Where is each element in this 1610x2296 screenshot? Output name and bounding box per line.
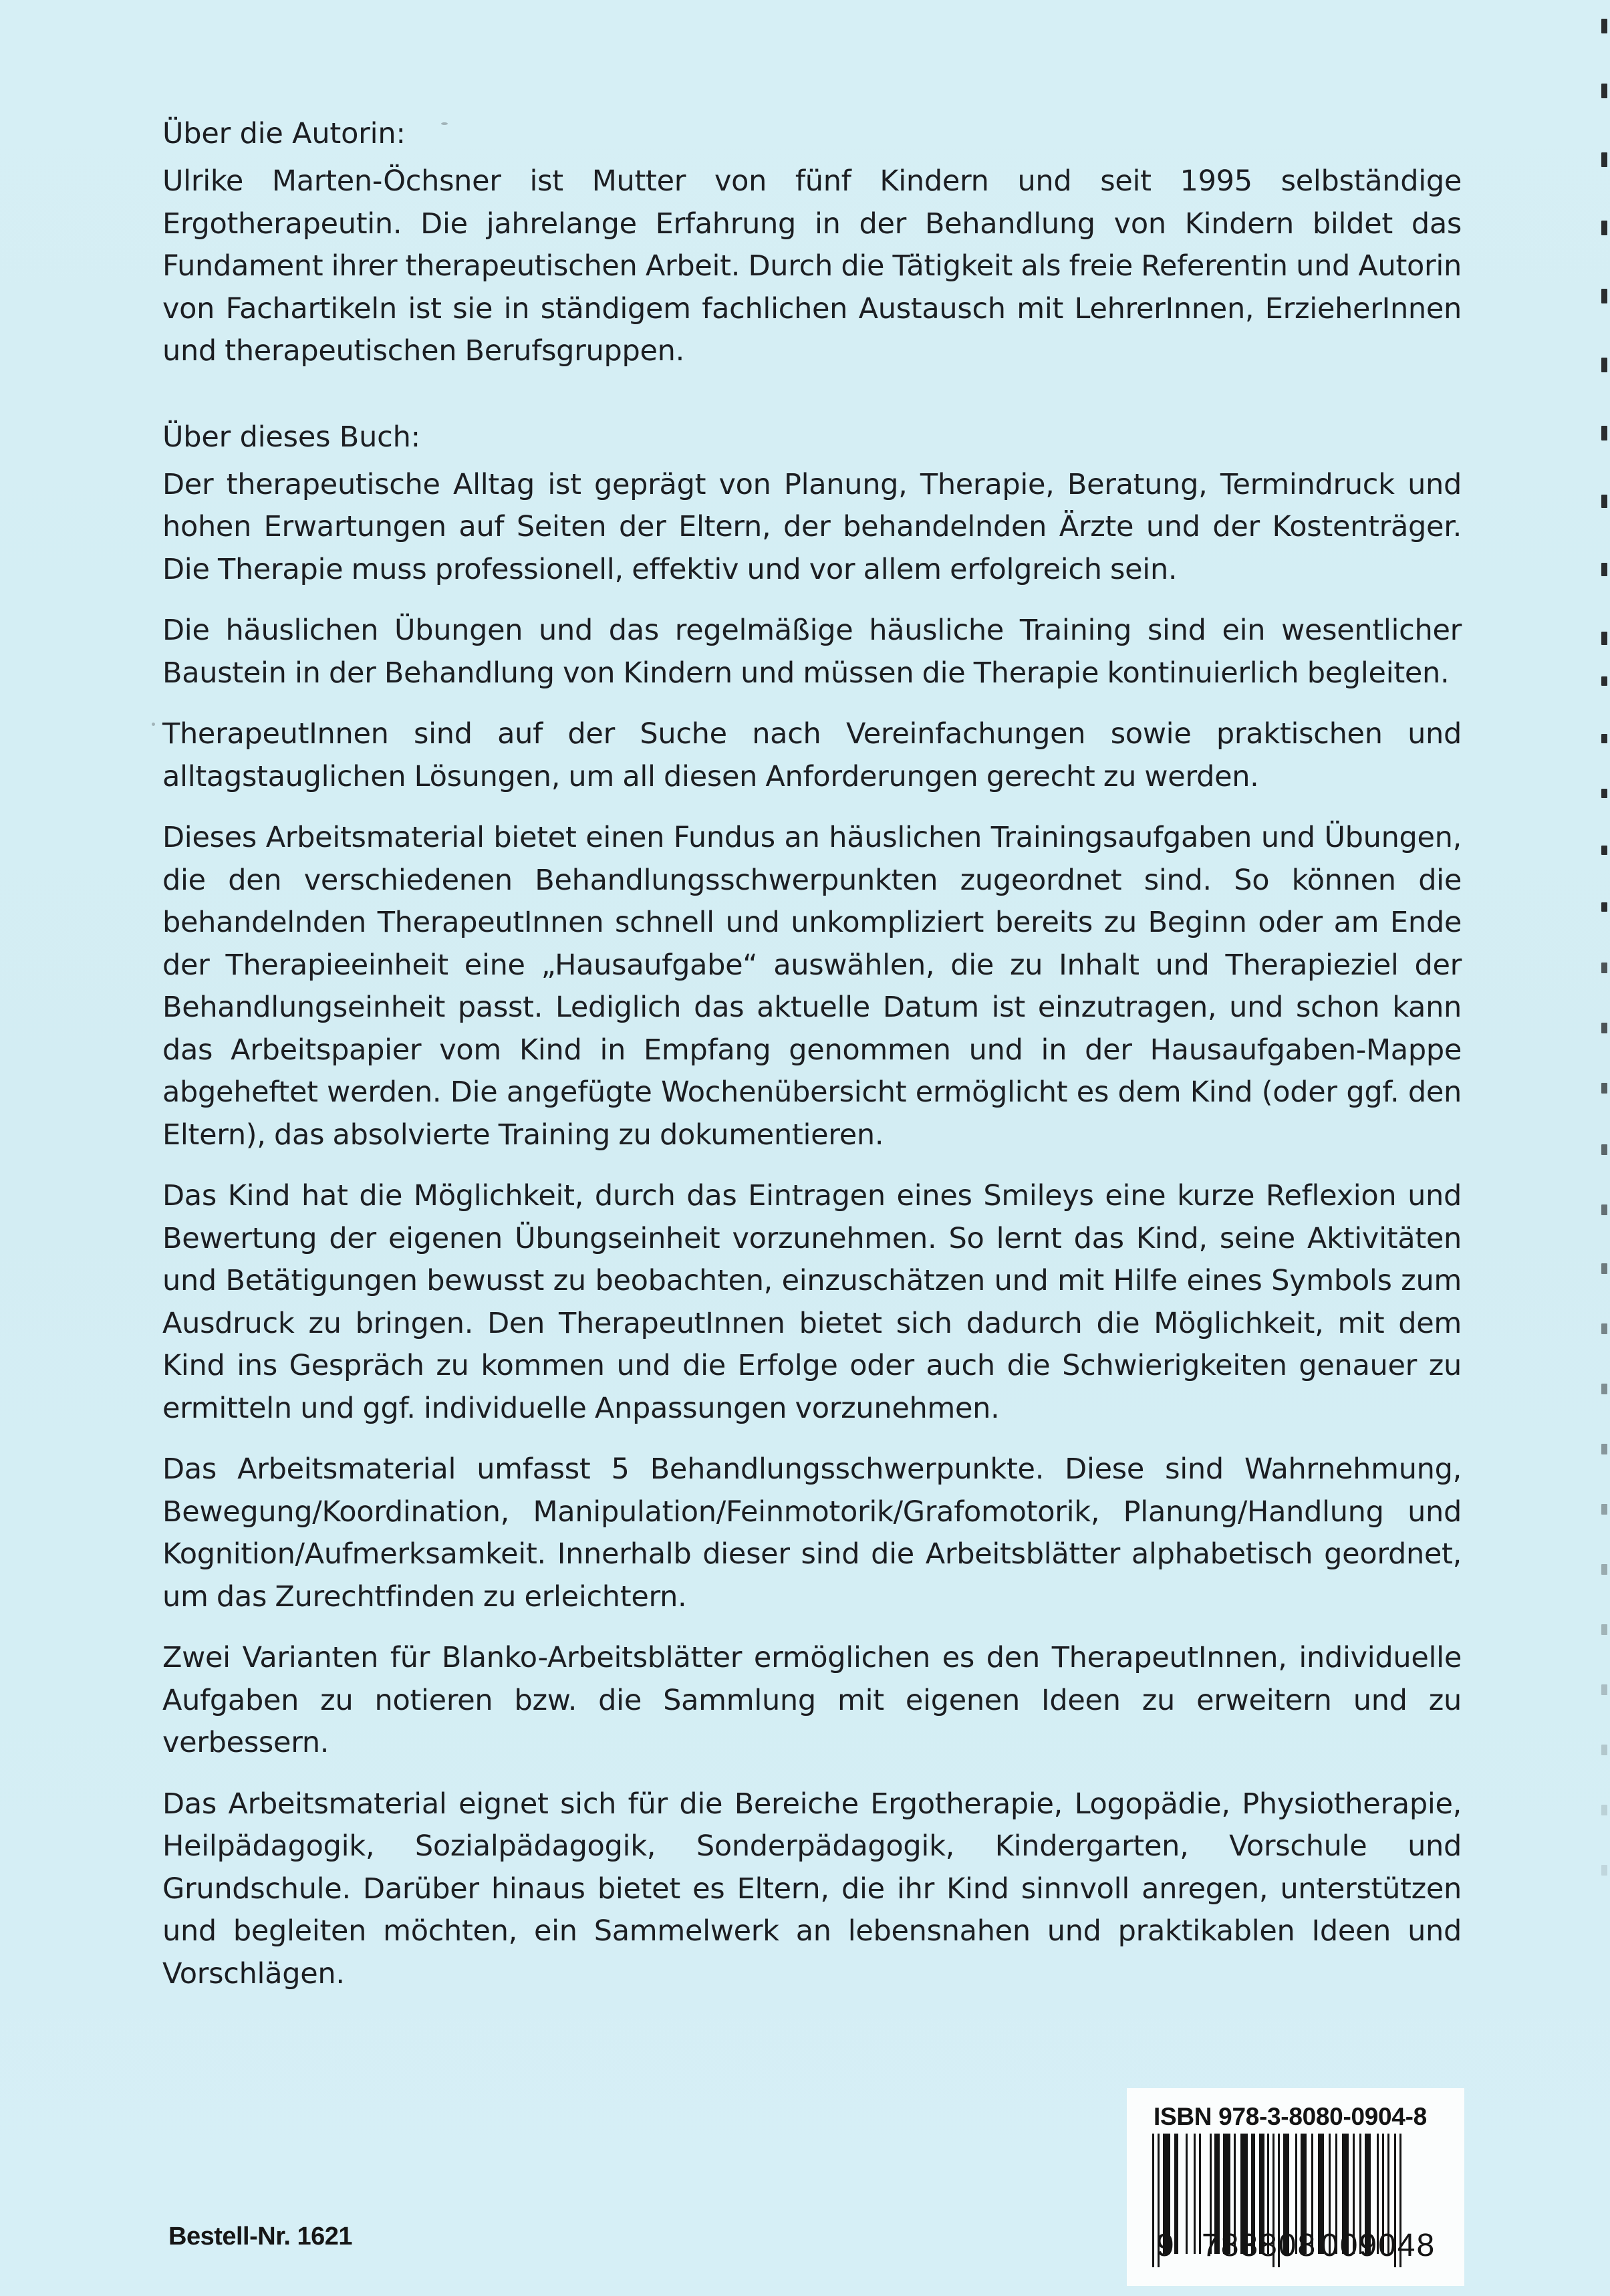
binding-hole [1601,1504,1607,1515]
binding-hole [1601,1564,1607,1575]
scan-speck [152,723,155,726]
binding-hole [1601,1384,1607,1394]
order-number: Bestell-Nr. 1621 [168,2222,353,2251]
author-section [162,112,1462,373]
barcode-digits [1127,2227,1464,2274]
book-paragraph-bereiche: Das Arbeitsmaterial eignet sich für die Bereiche Ergotherapie, Logopädie, Physiotherapie, Heilpädagogik, Sozialpädagogik, Sonderpädagogik, Kindergarten, Vorschule und Grundschule. Darüber hinaus bietet es Eltern, die ihr Kind sinnvoll anregen, unterstützen und begleiten möchten, ein Sammelwerk an lebensnahen und praktikablen Ideen und Vorschlägen. [162,1787,1462,1991]
binding-hole [1601,358,1607,372]
book-paragraph-alltag: Der therapeutische Alltag ist geprägt von Planung, Therapie, Beratung, Termindruck und hohen Erwartungen auf Seiten der Eltern, der behandelnden Ärzte und der Kostenträger. Die Therapie muss professionell, effektiv und vor allem erfolgreich sein. [162,467,1462,586]
binding-hole [1601,1023,1607,1033]
binding-hole [1601,1805,1607,1815]
book-section [162,416,1462,1996]
binding-hole [1601,152,1607,167]
binding-hole [1601,426,1607,440]
section-spacer [162,392,1462,416]
isbn-barcode-box [1127,2088,1464,2286]
binding-hole [1601,19,1607,33]
binding-hole [1601,1745,1607,1755]
binding-hole [1601,963,1607,973]
author-bio-paragraph: Ulrike Marten-Öchsner ist Mutter von fünf Kindern und seit 1995 selbständige Ergotherapeutin. Die jahrelange Erfahrung in der Behandlung von Kindern bildet das Fundament ihrer therapeutischen Arbeit. Durch die Tätigkeit als freie Referentin und Autorin von Fachartikeln ist sie in ständigem fachlichen Austausch mit LehrerInnen, ErzieherInnen und therapeutischen Berufsgruppen. [162,164,1462,368]
binding-hole [1601,289,1607,303]
binding-hole [1601,563,1607,576]
binding-hole [1601,1083,1607,1094]
book-paragraph-uebungen: Die häuslichen Übungen und das regelmäßige häusliche Training sind ein wesentlicher Baustein in der Behandlung von Kindern und müssen die Therapie kontinuierlich begleiten. [162,614,1462,690]
binding-hole [1601,1204,1607,1215]
barcode-lead-digit: 9 [1156,2228,1174,2263]
body-text [162,112,1462,2014]
book-section-heading: Über dieses Buch: [162,420,420,454]
binding-hole [1601,495,1607,508]
binding-hole [1601,846,1607,855]
book-paragraph-arbeitsmaterial: Dieses Arbeitsmaterial bietet einen Fundus an häuslichen Trainingsaufgaben und Übungen, die den verschiedenen Behandlungsschwerpunkten zugeordnet sind. So können die behandelnden TherapeutInnen schnell und unkompliziert bereits zu Beginn oder am Ende der Therapieeinheit eine „Hausaufgabe“ auswählen, die zu Inhalt und Therapieziel der Behandlungseinheit passt. Lediglich das aktuelle Datum ist einzutragen, und schon kann das Arbeitspapier vom Kind in Empfang genommen und in der Hausaufgaben-Mappe abgeheftet werden. Die angefügte Wochenübersicht ermöglicht es dem Kind (oder ggf. den Eltern), das absolvierte Training zu dokumentieren. [162,821,1462,1152]
binding-hole [1601,734,1607,743]
isbn-label: ISBN 978-3-8080-0904-8 [1154,2103,1427,2130]
book-paragraph-therapeutinnen: TherapeutInnen sind auf der Suche nach Vereinfachungen sowie praktischen und alltagstauglichen Lösungen, um all diesen Anforderungen gerecht zu werden. [162,717,1462,793]
binding-hole [1601,676,1607,686]
binding-hole [1601,1263,1607,1274]
binding-hole [1601,1624,1607,1635]
binding-edge [1601,0,1610,2296]
book-paragraph-smiley: Das Kind hat die Möglichkeit, durch das Eintragen eines Smileys eine kurze Reflexion und Bewertung der eigenen Übungseinheit vorzunehmen. So lernt das Kind, seine Aktivitäten und Betätigungen bewusst zu beobachten, einzuschätzen und mit Hilfe eines Symbols zum Ausdruck zu bringen. Den TherapeutInnen bietet sich dadurch die Möglichkeit, mit dem Kind ins Gespräch zu kommen und die Erfolge oder auch die Schwierigkeiten genauer zu ermitteln und ggf. individuelle Anpassungen vorzunehmen. [162,1179,1462,1425]
binding-hole [1601,902,1607,912]
binding-hole [1601,1684,1607,1695]
binding-hole [1601,632,1607,645]
barcode-left-group: 783808 [1202,2228,1317,2263]
barcode-right-group: 009048 [1321,2228,1436,2263]
binding-hole [1601,84,1607,98]
book-paragraph-schwerpunkte: Das Arbeitsmaterial umfasst 5 Behandlungsschwerpunkte. Diese sind Wahrnehmung, Bewegung/Koordination, Manipulation/Feinmotorik/Grafomotorik, Planung/Handlung und Kognition/Aufmerksamkeit. Innerhalb dieser sind die Arbeitsblätter alphabetisch geordnet, um das Zurechtfinden zu erleichtern. [162,1452,1462,1614]
book-paragraph-blanko: Zwei Varianten für Blanko-Arbeitsblätter ermöglichen es den TherapeutInnen, individuelle Aufgaben zu notieren bzw. die Sammlung mit eigenen Ideen zu erweitern und zu verbessern. [162,1641,1462,1759]
binding-hole [1601,789,1607,798]
binding-hole [1601,1444,1607,1454]
binding-hole [1601,221,1607,235]
binding-hole [1601,1865,1607,1876]
author-section-heading: Über die Autorin: [162,117,406,150]
binding-hole [1601,1323,1607,1334]
binding-hole [1601,1144,1607,1155]
